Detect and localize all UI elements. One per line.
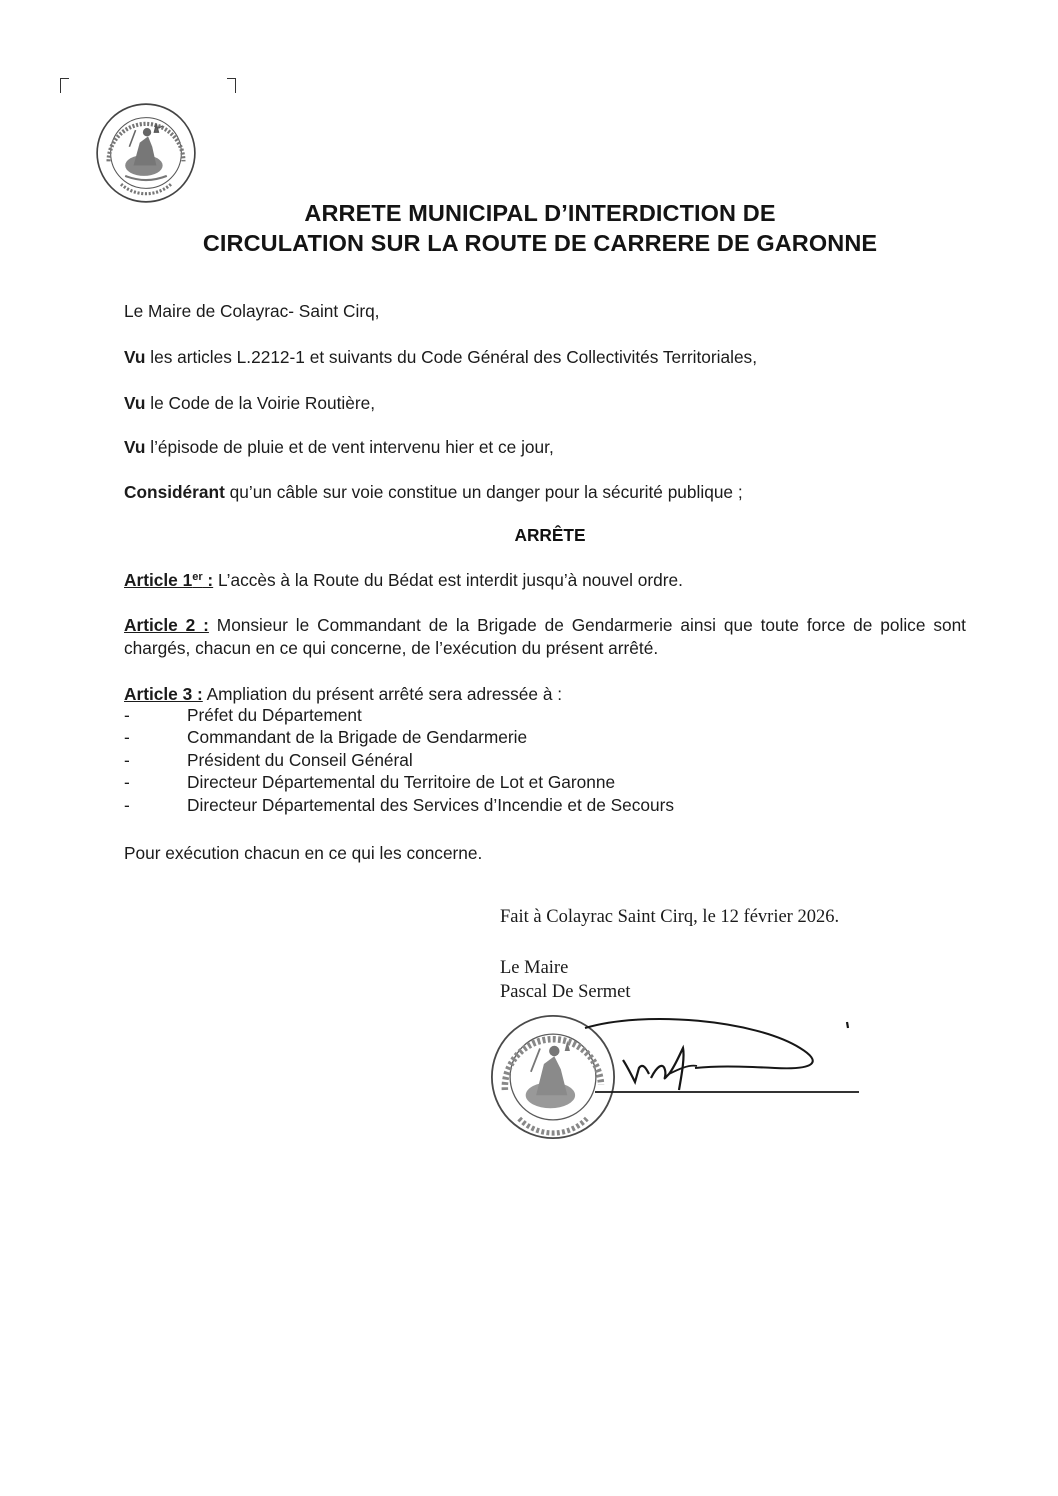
recipient-list (124, 704, 674, 816)
vu-text: les articles L.2212-1 et suivants du Code Général des Collectivités Territoriales, (145, 347, 757, 367)
municipal-seal-icon (94, 101, 198, 205)
vu-text: le Code de la Voirie Routière, (145, 393, 376, 413)
signatory-name: Pascal De Sermet (500, 982, 631, 1002)
considering-clause (124, 481, 966, 504)
closing-line: Pour exécution chacun en ce qui les concerne. (124, 843, 483, 863)
vu-clause-1 (124, 346, 966, 369)
article-2-label: Article 2 : (124, 615, 209, 635)
place-date: Fait à Colayrac Saint Cirq, le 12 février 2026. (500, 907, 840, 927)
vu-label: Vu (124, 393, 146, 413)
vu-clause-3 (124, 436, 966, 459)
list-item: - Préfet du Département (124, 705, 362, 725)
scan-corner-mark-left (60, 78, 69, 93)
article-1-label: Article 1er : (124, 570, 214, 590)
scan-corner-mark-right (227, 78, 236, 93)
article-3-label: Article 3 : (124, 684, 203, 704)
article-2 (124, 614, 966, 660)
title-line-1: ARRETE MUNICIPAL D’INTERDICTION DE (304, 200, 776, 226)
list-item: - Commandant de la Brigade de Gendarmerie (124, 727, 528, 748)
article-2-text: Monsieur le Commandant de la Brigade de Gendarmerie ainsi que toute force de police sont chargés, chacun en ce qui concerne, de l’exécution du présent arrêté. (124, 615, 966, 658)
article-3 (124, 683, 966, 706)
vu-label: Vu (124, 437, 146, 457)
vu-label: Vu (124, 347, 146, 367)
article-1 (124, 569, 966, 592)
vu-text: l’épisode de pluie et de vent intervenu hier et ce jour, (145, 437, 554, 457)
mayor-line: Le Maire de Colayrac- Saint Cirq, (124, 301, 380, 321)
considering-text: qu’un câble sur voie constitue un danger pour la sécurité publique ; (224, 482, 743, 502)
document-title (150, 198, 930, 258)
list-item: - Président du Conseil Général (124, 749, 413, 770)
signatory-role: Le Maire (500, 958, 569, 978)
article-1-text: L’accès à la Route du Bédat est interdit jusqu’à nouvel ordre. (213, 570, 683, 590)
decision-heading: ARRÊTE (514, 525, 586, 545)
vu-clause-2 (124, 392, 966, 415)
title-line-2: CIRCULATION SUR LA ROUTE DE CARRERE DE GARONNE (202, 230, 878, 256)
handwritten-signature (565, 1008, 865, 1118)
article-3-text: Ampliation du présent arrêté sera adressée à : (202, 684, 563, 704)
list-item: - Directeur Départemental du Territoire de Lot et Garonne (124, 772, 616, 793)
list-item: - Directeur Départemental des Services d’Incendie et de Secours (124, 794, 675, 815)
considering-label: Considérant (124, 482, 225, 502)
